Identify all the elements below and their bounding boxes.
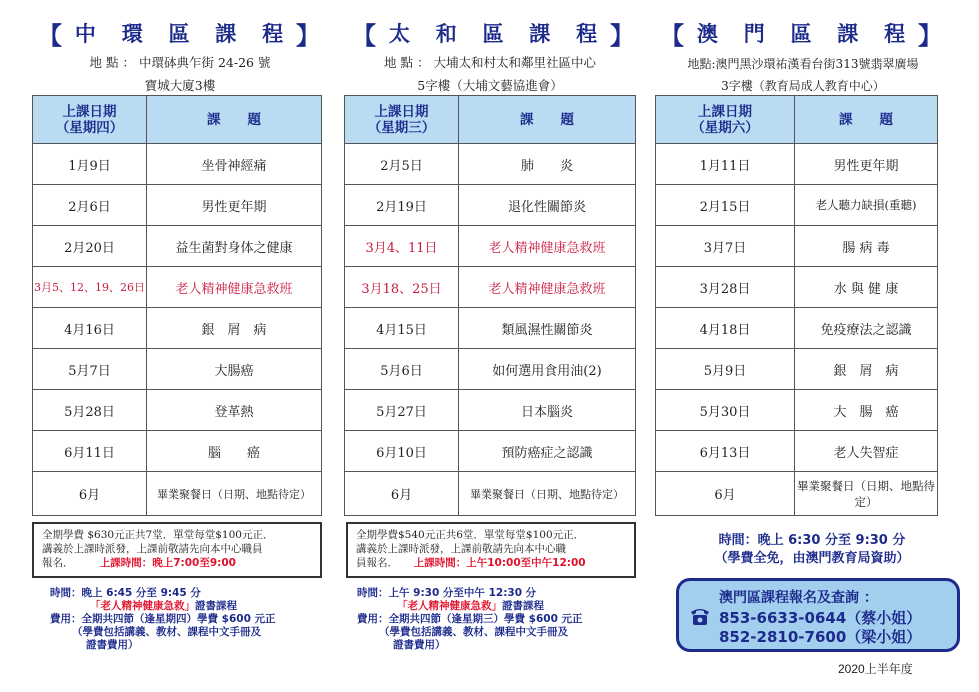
table-row bbox=[345, 349, 636, 390]
table-cell: 5月28日 bbox=[33, 390, 147, 431]
schedule-table-taiwo bbox=[344, 95, 636, 516]
table-cell: 6月10日 bbox=[345, 431, 459, 472]
table-row bbox=[345, 185, 636, 226]
table-row bbox=[33, 349, 322, 390]
table-cell: 益生菌對身体之健康 bbox=[147, 226, 322, 267]
course-note-central: 時間：晚上 6:45 分至 9:45 分 「老人精神健康急救」證書課程 費用：全期共四節（逢星期四）學費 $600 元正 （學費包括講義、教材、課程中文手冊及 證書費用） bbox=[50, 587, 276, 651]
table-cell: 4月15日 bbox=[345, 308, 459, 349]
table-cell: 2月19日 bbox=[345, 185, 459, 226]
table-cell: 坐骨神經痛 bbox=[147, 144, 322, 185]
table-cell: 銀 屑 病 bbox=[147, 308, 322, 349]
table-cell: 3月28日 bbox=[656, 267, 795, 308]
table-cell: 水 與 健 康 bbox=[795, 267, 938, 308]
table-cell: 老人精神健康急救班 bbox=[459, 267, 636, 308]
table-row bbox=[656, 390, 938, 431]
table-cell: 6月 bbox=[33, 472, 147, 516]
table-cell: 5月7日 bbox=[33, 349, 147, 390]
table-row bbox=[33, 267, 322, 308]
table-cell: 畢業聚餐日（日期、地點待定） bbox=[147, 472, 322, 516]
table-row bbox=[33, 431, 322, 472]
contact-box bbox=[676, 578, 960, 652]
header-topic: 課 題 bbox=[147, 96, 322, 144]
table-cell: 老人精神健康急救班 bbox=[147, 267, 322, 308]
header-date: 上課日期 （星期四） bbox=[33, 96, 147, 144]
table-cell: 腸 病 毒 bbox=[795, 226, 938, 267]
table-row bbox=[33, 226, 322, 267]
table-cell: 2月5日 bbox=[345, 144, 459, 185]
table-cell: 6月11日 bbox=[33, 431, 147, 472]
table-cell: 日本腦炎 bbox=[459, 390, 636, 431]
table-cell: 6月 bbox=[656, 472, 795, 516]
table-cell: 大腸癌 bbox=[147, 349, 322, 390]
table-row bbox=[656, 308, 938, 349]
macau-time-note: 時間：晚上 6:30 分至 9:30 分 （學費全免，由澳門教育局資助） bbox=[714, 533, 910, 566]
table-cell: 老人聽力缺損(重聽) bbox=[795, 185, 938, 226]
header-topic: 課 題 bbox=[795, 96, 938, 144]
table-row bbox=[33, 144, 322, 185]
table-cell: 類風濕性關節炎 bbox=[459, 308, 636, 349]
fee-box-central: 全期學費 $630元正共7堂．單堂每堂$100元正． 講義於上課時派發，上課前敬請先向本中心職員 報名． 上課時間：晚上7:00至9:00 bbox=[32, 522, 322, 578]
table-row bbox=[345, 390, 636, 431]
table-cell: 如何選用食用油(2) bbox=[459, 349, 636, 390]
table-cell: 肺 炎 bbox=[459, 144, 636, 185]
address-line: 地 點 ： 中環砵典乍街 24-26 號 bbox=[89, 55, 271, 70]
table-row bbox=[33, 390, 322, 431]
table-cell: 5月6日 bbox=[345, 349, 459, 390]
table-cell: 6月13日 bbox=[656, 431, 795, 472]
table-cell: 5月27日 bbox=[345, 390, 459, 431]
footer-year: 2020上半年度 bbox=[838, 662, 913, 676]
table-cell: 3月5、12、19、26日 bbox=[33, 267, 147, 308]
table-cell: 預防癌症之認識 bbox=[459, 431, 636, 472]
table-cell: 畢業聚餐日（日期、地點待定） bbox=[459, 472, 636, 516]
table-cell: 大 腸 癌 bbox=[795, 390, 938, 431]
table-cell: 3月18、25日 bbox=[345, 267, 459, 308]
table-row bbox=[656, 144, 938, 185]
table-row bbox=[33, 472, 322, 516]
schedule-table-macau bbox=[655, 95, 938, 516]
title-central: 【 中 環 區 課 程 】 bbox=[38, 21, 320, 50]
table-row bbox=[345, 267, 636, 308]
table-row bbox=[33, 185, 322, 226]
address-line: 3字樓（教育局成人教育中心） bbox=[721, 79, 885, 93]
table-cell: 3月4、11日 bbox=[345, 226, 459, 267]
table-cell: 老人精神健康急救班 bbox=[459, 226, 636, 267]
contact-title: 澳門區課程報名及查詢 ： bbox=[719, 590, 878, 606]
table-row bbox=[33, 308, 322, 349]
table-cell: 銀 屑 病 bbox=[795, 349, 938, 390]
table-cell: 5月9日 bbox=[656, 349, 795, 390]
address-line: 地點:澳門黑沙環祐漢看台街313號翡翠廣場 bbox=[687, 57, 919, 71]
table-row bbox=[656, 226, 938, 267]
address-line: 寶城大廈3樓 bbox=[144, 78, 216, 93]
table-row bbox=[345, 431, 636, 472]
table-cell: 免疫療法之認識 bbox=[795, 308, 938, 349]
table-cell: 4月16日 bbox=[33, 308, 147, 349]
fee-box-taiwo: 全期學費$540元正共6堂．單堂每堂$100元正． 講義於上課時派發，上課前敬請先向本中心職 員報名． 上課時間：上午10:00至中午12:00 bbox=[346, 522, 636, 578]
table-cell: 1月9日 bbox=[33, 144, 147, 185]
table-row bbox=[345, 472, 636, 516]
contact-phone: 853-6633-0644（蔡小姐） bbox=[719, 609, 922, 627]
table-cell: 1月11日 bbox=[656, 144, 795, 185]
table-row bbox=[345, 144, 636, 185]
table-cell: 男性更年期 bbox=[147, 185, 322, 226]
course-note-taiwo: 時間：上午 9:30 分至中午 12:30 分 「老人精神健康急救」證書課程 費用：全期共四節（逢星期三）學費 $600 元正 （學費包括講義、教材、課程中文手冊及 證書費用） bbox=[357, 587, 583, 651]
table-cell: 6月 bbox=[345, 472, 459, 516]
address-line: 5字樓（大埔文藝協進會） bbox=[417, 78, 563, 93]
table-cell: 4月18日 bbox=[656, 308, 795, 349]
contact-phone: 852-2810-7600（梁小姐） bbox=[719, 628, 922, 646]
address-line: 地 點 ： 大埔太和村太和鄰里社區中心 bbox=[384, 55, 596, 70]
table-cell: 退化性關節炎 bbox=[459, 185, 636, 226]
table-row bbox=[656, 185, 938, 226]
header-date: 上課日期 （星期三） bbox=[345, 96, 459, 144]
table-cell: 2月20日 bbox=[33, 226, 147, 267]
table-cell: 男性更年期 bbox=[795, 144, 938, 185]
header-topic: 課 題 bbox=[459, 96, 636, 144]
table-row bbox=[656, 431, 938, 472]
table-row bbox=[656, 472, 938, 516]
title-macau: 【 澳 門 區 課 程 】 bbox=[660, 21, 942, 50]
header-date: 上課日期 （星期六） bbox=[656, 96, 795, 144]
table-cell: 登革熱 bbox=[147, 390, 322, 431]
table-cell: 2月6日 bbox=[33, 185, 147, 226]
table-cell: 腦 癌 bbox=[147, 431, 322, 472]
table-row bbox=[656, 267, 938, 308]
table-cell: 5月30日 bbox=[656, 390, 795, 431]
title-taiwo: 【 太 和 區 課 程 】 bbox=[352, 21, 634, 50]
table-row bbox=[345, 226, 636, 267]
table-cell: 老人失智症 bbox=[795, 431, 938, 472]
table-row bbox=[345, 308, 636, 349]
table-cell: 3月7日 bbox=[656, 226, 795, 267]
table-cell: 畢業聚餐日（日期、地點待定） bbox=[795, 472, 938, 516]
schedule-table-central bbox=[32, 95, 322, 516]
table-cell: 2月15日 bbox=[656, 185, 795, 226]
telephone-icon bbox=[689, 605, 711, 627]
table-row bbox=[656, 349, 938, 390]
